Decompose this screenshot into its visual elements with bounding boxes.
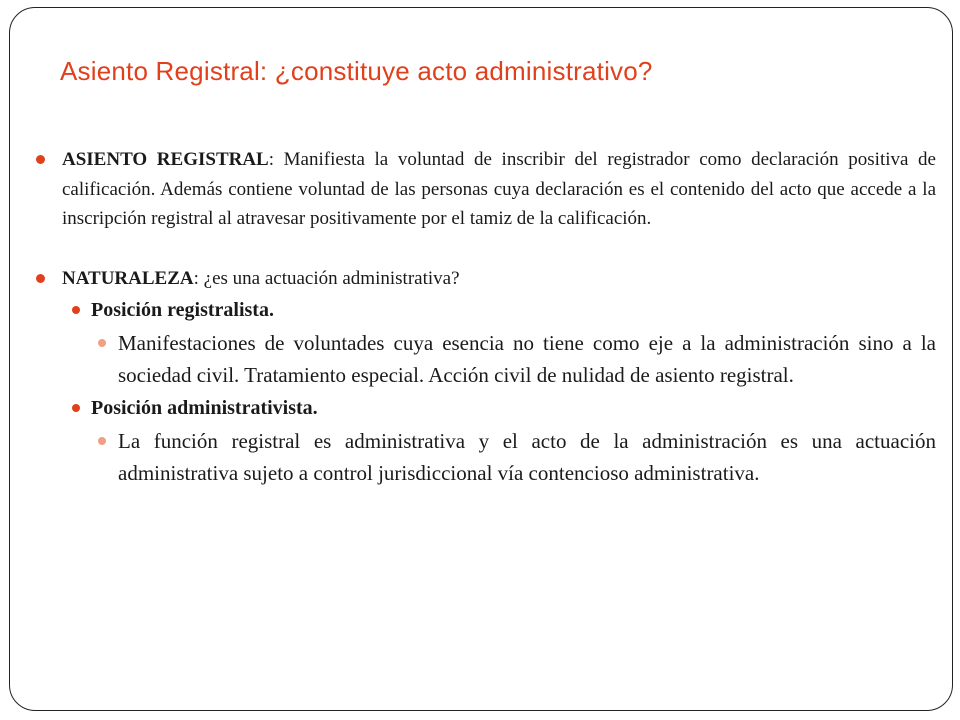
sub-bullet-registralista — [72, 295, 936, 325]
detail-administrativista — [108, 425, 936, 489]
position-detail: La función registral es administrativa y el acto de la administración es una actuación administrativa sujeto a control jurisdiccional vía contencioso administrativa. — [118, 429, 936, 485]
bullet-naturaleza — [36, 264, 936, 294]
sub-bullet-administrativista — [72, 393, 936, 423]
detail-registralista — [108, 327, 936, 391]
bullet-term: NATURALEZA — [62, 267, 194, 289]
bullet-dot-icon — [36, 274, 45, 283]
bullet-text: : Manifiesta la voluntad de inscribir del registrador como declaración positiva de calificación. Además contiene voluntad de las personas cuya declaración es el contenido del acto que accede a la inscripción registral al atravesar positivamente por el tamiz de la calificación. — [62, 149, 936, 229]
position-detail: Manifestaciones de voluntades cuya esencia no tiene como eje a la administración sino a la sociedad civil. Tratamiento especial. Acción civil de nulidad de asiento registral. — [118, 331, 936, 387]
bullet-asiento-registral — [36, 145, 936, 234]
sub-bullet-dot-icon — [72, 306, 80, 314]
position-label: Posición registralista. — [91, 299, 274, 321]
bullet-term: ASIENTO REGISTRAL — [62, 149, 269, 170]
bullet-dot-icon — [36, 155, 45, 164]
detail-dot-icon — [98, 437, 106, 445]
slide-content — [36, 145, 936, 491]
position-label: Posición administrativista. — [91, 397, 318, 419]
slide-title: Asiento Registral: ¿constituye acto administrativo? — [60, 56, 653, 86]
detail-dot-icon — [98, 339, 106, 347]
bullet-text: : ¿es una actuación administrativa? — [193, 267, 460, 289]
sub-bullet-dot-icon — [72, 404, 80, 412]
